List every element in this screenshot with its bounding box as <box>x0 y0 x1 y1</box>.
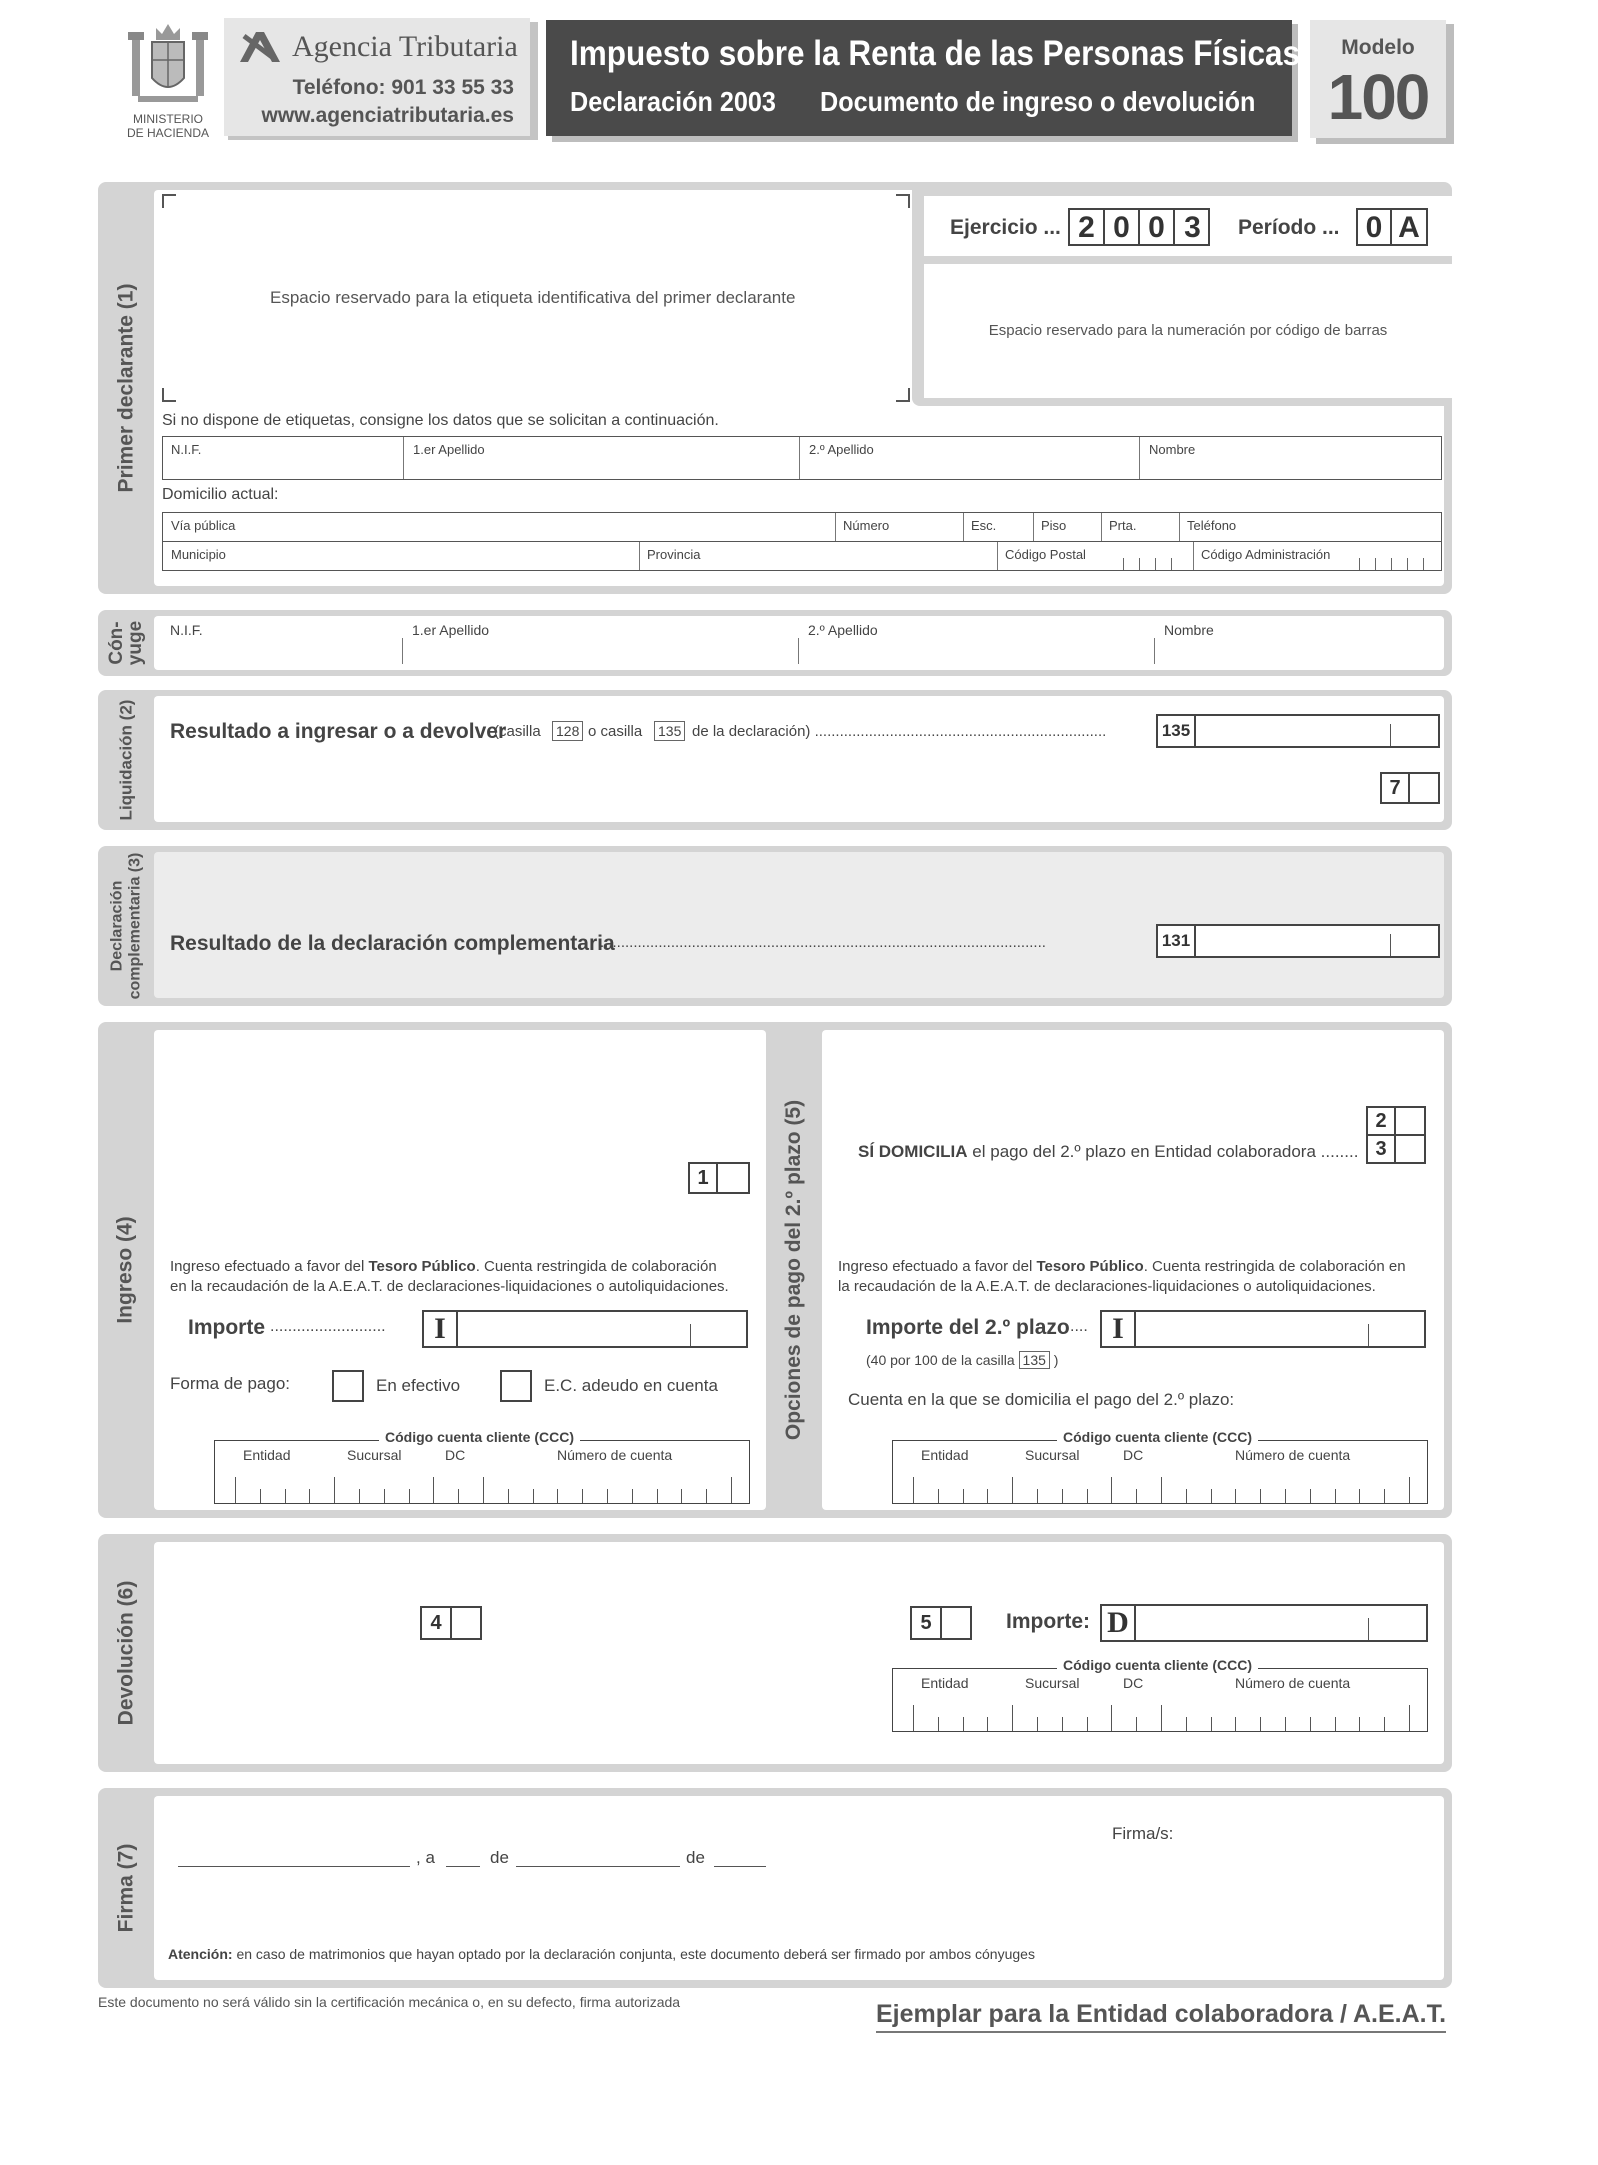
ingreso-ccc-title: Código cuenta cliente (CCC) <box>379 1429 580 1445</box>
opciones-ccc-title: Código cuenta cliente (CCC) <box>1057 1429 1258 1445</box>
modelo-box <box>1310 20 1446 138</box>
devolucion-ccc-entidad: Entidad <box>921 1675 969 1691</box>
devolucion-ccc-numero: Número de cuenta <box>1235 1675 1351 1691</box>
codigo-admin-field[interactable]: Código Administración <box>1201 547 1331 562</box>
domicilio-label: Domicilio actual: <box>162 486 279 503</box>
footer-ejemplar: Ejemplar para la Entidad colaboradora / A.E.A.T. <box>876 2000 1446 2033</box>
devolucion-ccc-sucursal: Sucursal <box>1025 1675 1080 1691</box>
conyuge-apellido1-field[interactable]: 1.er Apellido <box>412 622 490 638</box>
via-publica-field[interactable]: Vía pública <box>171 518 236 533</box>
telefono-field[interactable]: Teléfono <box>1187 518 1237 533</box>
casilla-3-field[interactable]: 3 <box>1366 1134 1426 1164</box>
agency-website[interactable]: www.agenciatributaria.es <box>261 104 514 127</box>
domicilia-text: SÍ DOMICILIA el pago del 2.º plazo en Entidad colaboradora ........ <box>858 1142 1359 1161</box>
opciones-body <box>822 1030 1444 1510</box>
codigo-postal-field[interactable]: Código Postal <box>1005 547 1086 562</box>
form-title: Impuesto sobre la Renta de las Personas Físicas <box>570 34 1301 73</box>
atencion-text: Atención: en caso de matrimonios que hayan optado por la declaración conjunta, este documento deberá ser firmado por ambos cónyuges <box>168 1946 1035 1962</box>
nif-row <box>162 436 1442 480</box>
devolucion-ccc-field[interactable] <box>892 1657 1428 1732</box>
opciones-ccc-sucursal: Sucursal <box>1025 1447 1080 1463</box>
ejercicio-field[interactable] <box>1068 208 1210 246</box>
periodo-field[interactable] <box>1356 208 1428 246</box>
agency-name: Agencia Tributaria <box>292 30 518 63</box>
modelo-label: Modelo <box>1341 36 1415 59</box>
opciones-text-line-2: la recaudación de la A.E.A.T. de declaraciones-liquidaciones o autoliquidaciones. <box>838 1278 1376 1295</box>
ingreso-importe-label: Importe <box>188 1316 266 1339</box>
apellido1-field[interactable]: 1.er Apellido <box>413 442 485 457</box>
numero-field[interactable]: Número <box>843 518 890 533</box>
casilla-135-field[interactable]: 135 <box>1156 714 1440 748</box>
opciones-importe-dots: .... <box>1070 1318 1088 1335</box>
esc-field[interactable]: Esc. <box>971 518 997 533</box>
nombre-field[interactable]: Nombre <box>1149 442 1196 457</box>
ingreso-label: Ingreso (4) <box>114 1216 138 1324</box>
liquidacion-casilla-a: 128 <box>552 721 583 741</box>
form-subtitle-year: Declaración 2003 <box>570 86 776 117</box>
conyuge-body <box>154 616 1444 670</box>
barcode-area <box>924 264 1452 398</box>
casilla-131-field[interactable]: 131 <box>1156 924 1440 958</box>
complementaria-label-2: complementaria (3) <box>126 852 143 1000</box>
opciones-ccc-entidad: Entidad <box>921 1447 969 1463</box>
ejercicio-digit-4: 3 <box>1184 211 1201 244</box>
periodo-digit-2: A <box>1398 211 1420 244</box>
devolucion-ccc-dc: DC <box>1123 1675 1144 1691</box>
ingreso-ccc-entidad: Entidad <box>243 1447 291 1463</box>
firma-a-text: , a <box>416 1848 435 1867</box>
firma-label: Firma (7) <box>114 1843 137 1933</box>
ingreso-ccc-dc: DC <box>445 1447 466 1463</box>
liquidacion-label: Liquidación (2) <box>116 699 136 821</box>
opciones-importe-field[interactable]: I <box>1100 1310 1426 1348</box>
liquidacion-casilla-b: 135 <box>654 721 685 741</box>
conyuge-nombre-field[interactable]: Nombre <box>1164 622 1214 638</box>
devolucion-importe-field[interactable]: D <box>1100 1604 1428 1642</box>
coat-of-arms-icon <box>118 20 218 112</box>
ec-adeudo-label: E.C. adeudo en cuenta <box>544 1376 718 1395</box>
ingreso-body <box>154 1030 766 1510</box>
en-efectivo-label: En efectivo <box>376 1376 461 1395</box>
ingreso-text-line-2: en la recaudación de la A.E.A.T. de declaraciones-liquidaciones o autoliquidaciones. <box>170 1278 729 1295</box>
complementaria-label-1: Declaración <box>108 880 125 972</box>
firma-de-text-1: de <box>490 1848 509 1867</box>
ec-adeudo-checkbox[interactable] <box>500 1370 532 1402</box>
agency-box-inner <box>224 18 530 136</box>
piso-field[interactable]: Piso <box>1041 518 1067 533</box>
cuenta-domicilia-text: Cuenta en la que se domicilia el pago del 2.º plazo: <box>848 1390 1235 1409</box>
ejercicio-digit-3: 0 <box>1140 210 1175 244</box>
firmas-label: Firma/s: <box>1112 1824 1174 1843</box>
opciones-ccc-numero: Número de cuenta <box>1235 1447 1351 1463</box>
casilla-1-field[interactable]: 1 <box>688 1162 750 1194</box>
opciones-text-line-1: Ingreso efectuado a favor del Tesoro Público. Cuenta restringida de colaboración en <box>838 1258 1406 1275</box>
en-efectivo-checkbox[interactable] <box>332 1370 364 1402</box>
complementaria-text: Resultado de la declaración complementaria <box>170 932 615 955</box>
apellido2-field[interactable]: 2.º Apellido <box>809 442 874 457</box>
ingreso-ccc-numero: Número de cuenta <box>557 1447 673 1463</box>
label-space <box>162 194 910 402</box>
nif-field[interactable]: N.I.F. <box>171 442 202 457</box>
ingreso-text-line-1: Ingreso efectuado a favor del Tesoro Público. Cuenta restringida de colaboración <box>170 1258 717 1275</box>
agency-phone: Teléfono: 901 33 55 33 <box>292 76 514 99</box>
periodo-label: Período ... <box>1238 216 1340 239</box>
modelo-number: 100 <box>1327 61 1429 133</box>
primer-declarante-label: Primer declarante (1) <box>114 283 137 493</box>
complementaria-body <box>154 852 1444 998</box>
opciones-divider <box>766 1022 822 1518</box>
forma-pago-label: Forma de pago: <box>170 1374 291 1393</box>
liquidacion-text-a: (casilla <box>494 723 541 740</box>
firma-body <box>154 1796 1444 1980</box>
firma-year-line[interactable] <box>714 1866 766 1867</box>
liquidacion-text-bold: Resultado a ingresar o a devolver <box>170 720 507 743</box>
casilla-5-field[interactable]: 5 <box>910 1606 972 1640</box>
form-subtitle-doc: Documento de ingreso o devolución <box>820 86 1256 117</box>
opciones-label: Opciones de pago del 2.º plazo (5) <box>782 1099 806 1441</box>
prta-field[interactable]: Prta. <box>1109 518 1137 533</box>
devolucion-body <box>154 1542 1444 1764</box>
ingreso-ccc-field[interactable] <box>214 1429 750 1504</box>
ejercicio-area <box>924 196 1452 256</box>
provincia-field[interactable]: Provincia <box>647 547 701 562</box>
address-row-1 <box>162 512 1442 542</box>
ministry-line-1: MINISTERIO <box>132 112 203 126</box>
devolucion-ccc-title: Código cuenta cliente (CCC) <box>1057 1657 1258 1673</box>
liquidacion-text-b: o casilla <box>588 723 643 740</box>
liquidacion-body <box>154 696 1444 822</box>
conyuge-apellido2-field[interactable]: 2.º Apellido <box>808 622 878 638</box>
casilla-7-field[interactable]: 7 <box>1380 772 1440 804</box>
ministry-line-2: DE HACIENDA <box>126 126 209 140</box>
casilla-2-field[interactable]: 2 <box>1366 1106 1426 1136</box>
ingreso-importe-dots: .......................... <box>270 1318 386 1335</box>
opciones-ccc-field[interactable] <box>892 1429 1428 1504</box>
ingreso-ccc-sucursal: Sucursal <box>347 1447 402 1463</box>
no-labels-note: Si no dispone de etiquetas, consigne los datos que se solicitan a continuación. <box>162 412 719 429</box>
opciones-ccc-dc: DC <box>1123 1447 1144 1463</box>
address-row-2 <box>162 541 1442 571</box>
opciones-note: (40 por 100 de la casilla 135 ) <box>866 1352 1059 1368</box>
firma-place-line[interactable] <box>178 1866 410 1867</box>
footer-note: Este documento no será válido sin la certificación mecánica o, en su defecto, firma autorizada <box>98 1994 681 2010</box>
label-space-text: Espacio reservado para la etiqueta identificativa del primer declarante <box>270 288 796 307</box>
casilla-4-field[interactable]: 4 <box>420 1606 482 1640</box>
firma-day-line[interactable] <box>446 1866 480 1867</box>
periodo-digit-1: 0 <box>1358 210 1392 244</box>
firma-month-line[interactable] <box>516 1866 680 1867</box>
devolucion-label: Devolución (6) <box>114 1580 137 1726</box>
ejercicio-digit-2: 0 <box>1105 210 1140 244</box>
conyuge-label: Cón-yuge <box>106 620 146 666</box>
conyuge-nif-field[interactable]: N.I.F. <box>170 622 203 638</box>
agency-logo-icon <box>238 30 284 64</box>
ministry-seal <box>118 20 218 145</box>
liquidacion-text-c: de la declaración) ...................................................................... <box>692 723 1107 740</box>
firma-de-text-2: de <box>686 1848 705 1867</box>
barcode-text: Espacio reservado para la numeración por código de barras <box>988 322 1388 339</box>
devolucion-importe-label: Importe: <box>1006 1610 1090 1633</box>
ingreso-importe-field[interactable]: I <box>422 1310 748 1348</box>
complementaria-label <box>98 846 154 1006</box>
complementaria-dots: ........................................................................................................... <box>600 934 1046 951</box>
ejercicio-label: Ejercicio ... <box>950 216 1061 239</box>
title-box <box>546 20 1301 136</box>
opciones-importe-label: Importe del 2.º plazo <box>866 1316 1070 1339</box>
ejercicio-digit-1: 2 <box>1070 210 1105 244</box>
municipio-field[interactable]: Municipio <box>171 547 226 562</box>
